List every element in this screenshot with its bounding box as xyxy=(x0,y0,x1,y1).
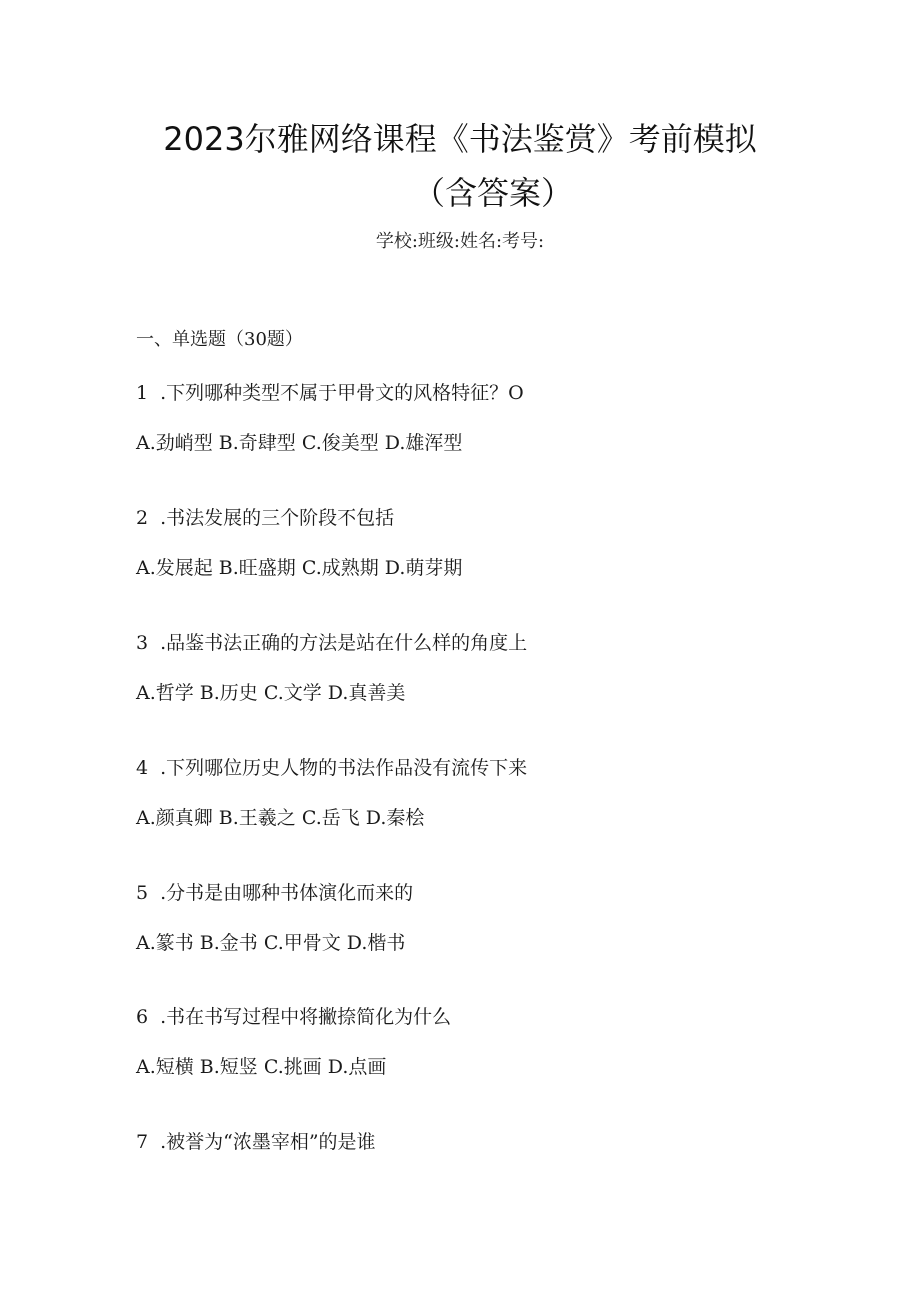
question-number: 4 xyxy=(136,757,149,779)
question-7 xyxy=(136,1127,376,1154)
question-number: 2 xyxy=(136,507,149,529)
question-text: .品鉴书法正确的方法是站在什么样的角度上 xyxy=(160,632,528,654)
document-title-line-2: （含答案） xyxy=(412,174,573,212)
question-text: .分书是由哪种书体演化而来的 xyxy=(160,882,414,904)
question-text: .下列哪位历史人物的书法作品没有流传下来 xyxy=(160,757,528,779)
question-4-options: A.颜真卿 B.王羲之 C.岳飞 D.秦桧 xyxy=(136,807,425,829)
question-number: 7 xyxy=(136,1131,149,1153)
question-number: 1 xyxy=(136,382,149,404)
student-info-line: 学校:班级:姓名:考号: xyxy=(375,231,545,252)
question-text: .书法发展的三个阶段不包括 xyxy=(160,507,395,529)
question-text: .书在书写过程中将撇捺简化为什么 xyxy=(160,1006,452,1028)
question-2 xyxy=(136,503,394,530)
question-3-options: A.哲学 B.历史 C.文学 D.真善美 xyxy=(136,682,406,704)
question-number: 6 xyxy=(136,1006,149,1028)
question-4 xyxy=(136,753,527,780)
question-text: .下列哪种类型不属于甲骨文的风格特征？O xyxy=(160,382,524,404)
question-2-options: A.发展起 B.旺盛期 C.成熟期 D.萌芽期 xyxy=(136,557,463,579)
question-number: 3 xyxy=(136,632,149,654)
question-1-options: A.劲峭型 B.奇肆型 C.俊美型 D.雄浑型 xyxy=(136,432,463,454)
question-text: .被誉为“浓墨宰相”的是谁 xyxy=(160,1131,376,1153)
question-3 xyxy=(136,628,527,655)
question-5 xyxy=(136,878,413,905)
document-title-line-1: 2023尔雅网络课程《书法鉴赏》考前模拟 xyxy=(163,120,757,158)
question-number: 5 xyxy=(136,882,149,904)
question-6 xyxy=(136,1002,451,1029)
question-5-options: A.篆书 B.金书 C.甲骨文 D.楷书 xyxy=(136,932,406,954)
question-6-options: A.短横 B.短竖 C.挑画 D.点画 xyxy=(136,1056,387,1078)
section-heading: 一、单选题（30题） xyxy=(136,329,303,350)
question-1 xyxy=(136,378,524,405)
